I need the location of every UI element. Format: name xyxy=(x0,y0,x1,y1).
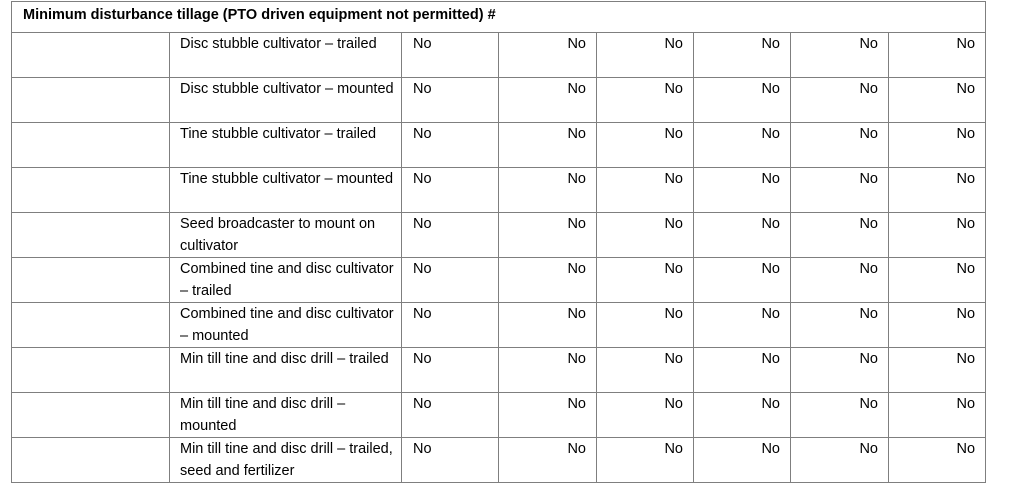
equipment-name-cell: Disc stubble cultivator – trailed xyxy=(170,33,402,78)
value-cell: No xyxy=(889,393,986,438)
empty-cell xyxy=(12,393,170,438)
table-row xyxy=(12,303,986,348)
empty-cell xyxy=(12,33,170,78)
value-cell: No xyxy=(889,33,986,78)
empty-cell xyxy=(12,303,170,348)
equipment-name-cell: Tine stubble cultivator – mounted xyxy=(170,168,402,213)
value-cell: No xyxy=(499,303,597,348)
value-cell: No xyxy=(402,33,499,78)
value-cell: No xyxy=(889,258,986,303)
value-cell: No xyxy=(597,33,694,78)
value-cell: No xyxy=(402,213,499,258)
value-cell: No xyxy=(597,213,694,258)
value-cell: No xyxy=(597,168,694,213)
value-cell: No xyxy=(791,258,889,303)
value-cell: No xyxy=(499,393,597,438)
value-cell: No xyxy=(402,303,499,348)
value-cell: No xyxy=(499,78,597,123)
empty-cell xyxy=(12,123,170,168)
value-cell: No xyxy=(597,123,694,168)
value-cell: No xyxy=(694,258,791,303)
empty-cell xyxy=(12,348,170,393)
value-cell: No xyxy=(499,168,597,213)
value-cell: No xyxy=(791,213,889,258)
value-cell: No xyxy=(402,393,499,438)
value-cell: No xyxy=(402,78,499,123)
value-cell: No xyxy=(402,438,499,483)
value-cell: No xyxy=(791,303,889,348)
equipment-name-cell: Min till tine and disc drill – trailed, seed and fertilizer xyxy=(170,438,402,483)
value-cell: No xyxy=(597,348,694,393)
empty-cell xyxy=(12,168,170,213)
value-cell: No xyxy=(694,168,791,213)
table-body xyxy=(12,2,986,483)
value-cell: No xyxy=(889,438,986,483)
value-cell: No xyxy=(597,303,694,348)
value-cell: No xyxy=(499,213,597,258)
value-cell: No xyxy=(791,438,889,483)
section-header-row xyxy=(12,2,986,33)
value-cell: No xyxy=(791,78,889,123)
value-cell: No xyxy=(499,438,597,483)
table-row xyxy=(12,438,986,483)
value-cell: No xyxy=(597,393,694,438)
value-cell: No xyxy=(791,123,889,168)
table-row xyxy=(12,213,986,258)
value-cell: No xyxy=(889,123,986,168)
table-row xyxy=(12,78,986,123)
value-cell: No xyxy=(791,393,889,438)
value-cell: No xyxy=(889,303,986,348)
equipment-name-cell: Disc stubble cultivator – mounted xyxy=(170,78,402,123)
value-cell: No xyxy=(889,348,986,393)
value-cell: No xyxy=(694,123,791,168)
value-cell: No xyxy=(791,168,889,213)
value-cell: No xyxy=(402,123,499,168)
value-cell: No xyxy=(889,168,986,213)
value-cell: No xyxy=(694,438,791,483)
value-cell: No xyxy=(402,348,499,393)
value-cell: No xyxy=(499,123,597,168)
empty-cell xyxy=(12,213,170,258)
table-row xyxy=(12,33,986,78)
equipment-name-cell: Min till tine and disc drill – mounted xyxy=(170,393,402,438)
empty-cell xyxy=(12,78,170,123)
value-cell: No xyxy=(499,33,597,78)
table-row xyxy=(12,348,986,393)
value-cell: No xyxy=(694,393,791,438)
empty-cell xyxy=(12,438,170,483)
table-row xyxy=(12,393,986,438)
value-cell: No xyxy=(694,213,791,258)
value-cell: No xyxy=(402,168,499,213)
equipment-table xyxy=(11,1,986,483)
table-row xyxy=(12,168,986,213)
value-cell: No xyxy=(791,33,889,78)
value-cell: No xyxy=(499,348,597,393)
section-header: Minimum disturbance tillage (PTO driven equipment not permitted) # xyxy=(12,2,986,33)
equipment-name-cell: Min till tine and disc drill – trailed xyxy=(170,348,402,393)
value-cell: No xyxy=(597,78,694,123)
value-cell: No xyxy=(694,348,791,393)
table-row xyxy=(12,123,986,168)
value-cell: No xyxy=(402,258,499,303)
value-cell: No xyxy=(694,78,791,123)
value-cell: No xyxy=(889,213,986,258)
value-cell: No xyxy=(597,258,694,303)
equipment-name-cell: Combined tine and disc cultivator – mounted xyxy=(170,303,402,348)
value-cell: No xyxy=(499,258,597,303)
equipment-name-cell: Seed broadcaster to mount on cultivator xyxy=(170,213,402,258)
empty-cell xyxy=(12,258,170,303)
value-cell: No xyxy=(597,438,694,483)
value-cell: No xyxy=(791,348,889,393)
equipment-name-cell: Combined tine and disc cultivator – trailed xyxy=(170,258,402,303)
equipment-name-cell: Tine stubble cultivator – trailed xyxy=(170,123,402,168)
value-cell: No xyxy=(694,33,791,78)
table-row xyxy=(12,258,986,303)
value-cell: No xyxy=(694,303,791,348)
value-cell: No xyxy=(889,78,986,123)
